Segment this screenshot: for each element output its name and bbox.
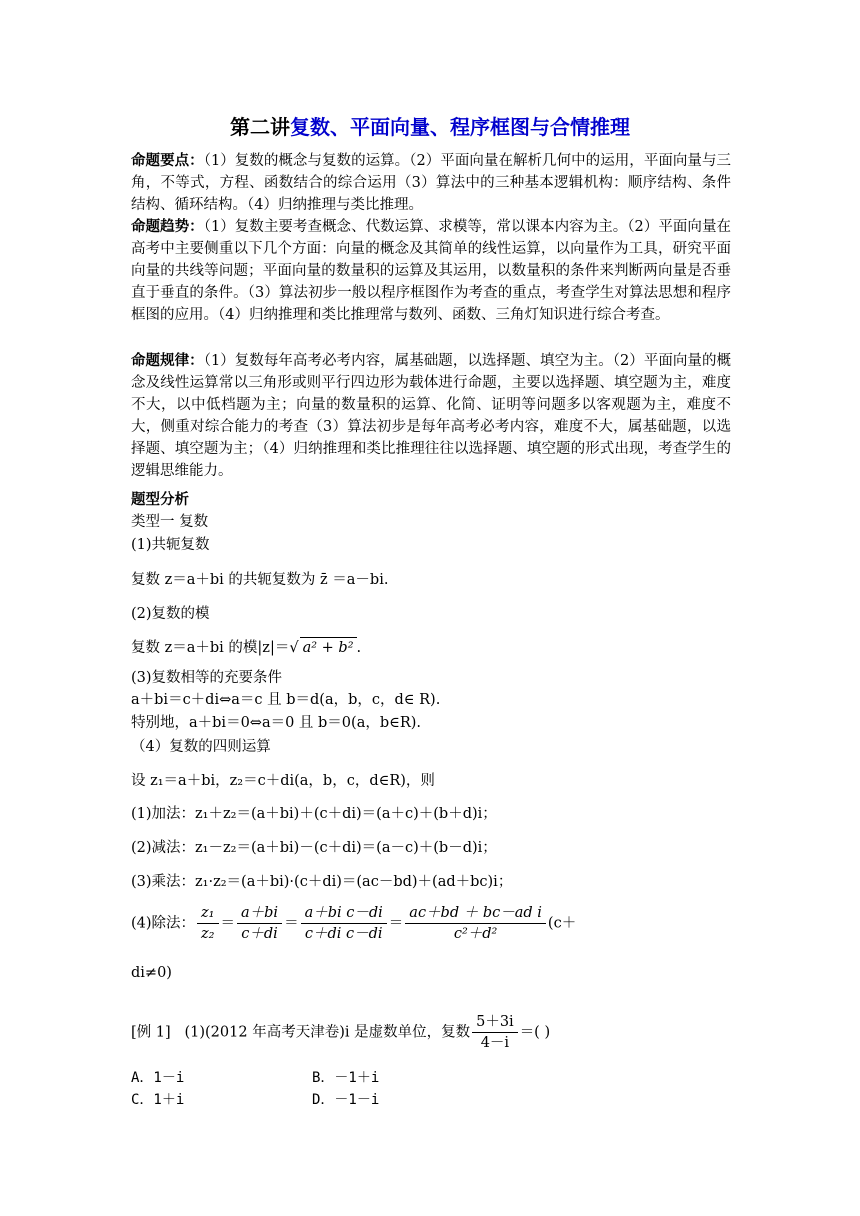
option-a: A．1－i — [131, 1070, 185, 1086]
requirements-paragraph — [131, 150, 731, 216]
subtraction-rule: (2)减法：z₁－z₂＝(a＋bi)－(c＋di)＝(a－c)＋(b－d)i； — [131, 840, 497, 856]
option-b: B．－1＋i — [312, 1070, 380, 1086]
fraction-numerator: a＋bi c－di — [301, 903, 387, 924]
division-tail: (c＋ — [547, 915, 577, 932]
equality-heading: (3)复数相等的充要条件 — [131, 670, 283, 686]
fraction-numerator: a＋bi — [237, 903, 282, 924]
fraction-denominator: c²＋d² — [453, 926, 498, 942]
modulus-prefix: 复数 z＝a＋bi 的模|z|＝ — [131, 640, 290, 656]
trend-label: 命题趋势： — [131, 218, 204, 235]
division-fraction-3 — [301, 903, 387, 944]
conjugate-formula: 复数 z＝a＋bi 的共轭复数为 z̄ ＝a－bi. — [131, 572, 389, 588]
title-highlight: 复数、平面向量、程序框图与合情推理 — [290, 115, 630, 139]
page-title — [0, 114, 860, 140]
trend-paragraph — [131, 216, 731, 326]
modulus-heading: (2)复数的模 — [131, 606, 210, 622]
fraction-numerator: z₁ — [197, 903, 218, 924]
fraction-denominator: c＋di — [241, 926, 278, 942]
division-continuation: di≠0) — [131, 965, 172, 981]
equality-rule: a＋bi＝c＋di⇔a＝c 且 b＝d(a，b，c，d∈ R). — [131, 692, 441, 708]
division-fraction-4 — [405, 903, 546, 944]
operations-heading: （4）复数的四则运算 — [131, 739, 271, 755]
example-answer-blank: ＝( ) — [519, 1024, 551, 1041]
division-fraction-2 — [237, 903, 282, 944]
operations-setup: 设 z₁＝a＋bi，z₂＝c＋di(a，b，c，d∈R)，则 — [131, 773, 435, 789]
modulus-suffix: . — [356, 640, 362, 656]
example-question — [131, 1012, 550, 1053]
fraction-denominator: 4－i — [480, 1035, 510, 1051]
example-label: [例 1] — [131, 1024, 171, 1041]
modulus-formula: 复数 z＝a＋bi 的模|z|＝√ a² + b² . — [131, 637, 361, 658]
rule-paragraph — [131, 350, 731, 482]
title-prefix: 第二讲 — [230, 115, 290, 139]
fraction-denominator: z₂ — [201, 926, 215, 942]
equality-special: 特别地，a＋bi＝0⇔a＝0 且 b＝0(a，b∈R). — [131, 715, 422, 731]
division-label: (4)除法： — [131, 915, 196, 932]
option-c: C．1＋i — [131, 1092, 185, 1108]
modulus-radicand: a² + b² — [300, 637, 357, 658]
conjugate-heading: (1)共轭复数 — [131, 537, 210, 553]
fraction-numerator: 5＋3i — [472, 1012, 518, 1033]
division-rule: (4)除法： $\frac{\text{z₁}}{\text{z₂}}$ ＝ $\frac{a+bi}{c+di}$ ＝ $\frac{\text{a＋bi c－di}}{\text{c＋di c－di}}$ ＝ $\frac{\text{ac＋bd ＋ bc－ad i}}{\text{c²＋d²}}$ (c＋ — [131, 905, 577, 942]
multiplication-rule: (3)乘法：z₁·z₂＝(a＋bi)·(c＋di)＝(ac－bd)＋(ad＋bc)i； — [131, 874, 513, 890]
analysis-heading: 题型分析 — [131, 491, 189, 508]
requirements-label: 命题要点： — [131, 152, 204, 169]
fraction-numerator: ac＋bd ＋ bc－ad i — [405, 903, 546, 924]
fraction-denominator: c＋di c－di — [304, 926, 383, 942]
rule-text: （1）复数每年高考必考内容，属基础题，以选择题、填空为主。（2）平面向量的概念及线性运算常以三角形或则平行四边形为载体进行命题，主要以选择题、填空题为主，难度不大，以中低档题为主；向量的数量积的运算、化简、证明等问题多以客观题为主，难度不大，侧重对综合能力的考查（3）算法初步是每年高考必考内容，难度不大，属基础题，以选择题、填空题为主；（4）归纳推理和类比推理往往以选择题、填空题的形式出现，考查学生的逻辑思维能力。 — [131, 353, 731, 479]
requirements-text: （1）复数的概念与复数的运算。（2）平面向量在解析几何中的运用，平面向量与三角，不等式，方程、函数结合的综合运用（3）算法中的三种基本逻辑机构：顺序结构、条件结构、循环结构。（4）归纳推理与类比推理。 — [131, 153, 731, 213]
addition-rule: (1)加法：z₁＋z₂＝(a＋bi)＋(c＋di)＝(a＋c)＋(b＋d)i； — [131, 806, 497, 822]
type1-heading: 类型一 复数 — [131, 514, 209, 530]
option-d: D．－1－i — [312, 1092, 380, 1108]
rule-label: 命题规律： — [131, 352, 204, 369]
example-text: (1)(2012 年高考天津卷)i 是虚数单位，复数 — [184, 1024, 471, 1041]
division-fraction-1 — [197, 903, 218, 944]
example-fraction — [472, 1012, 518, 1053]
trend-text: （1）复数主要考查概念、代数运算、求模等，常以课本内容为主。（2）平面向量在高考中主要侧重以下几个方面：向量的概念及其简单的线性运算，以向量作为工具，研究平面向量的共线等问题；平面向量的数量积的运算及其运用，以数量积的条件来判断两向量是否垂直于垂直的条件。（3）算法初步一般以程序框图作为考查的重点，考查学生对算法思想和程序框图的应用。（4）归纳推理和类比推理常与数列、函数、三角灯知识进行综合考查。 — [131, 219, 731, 323]
